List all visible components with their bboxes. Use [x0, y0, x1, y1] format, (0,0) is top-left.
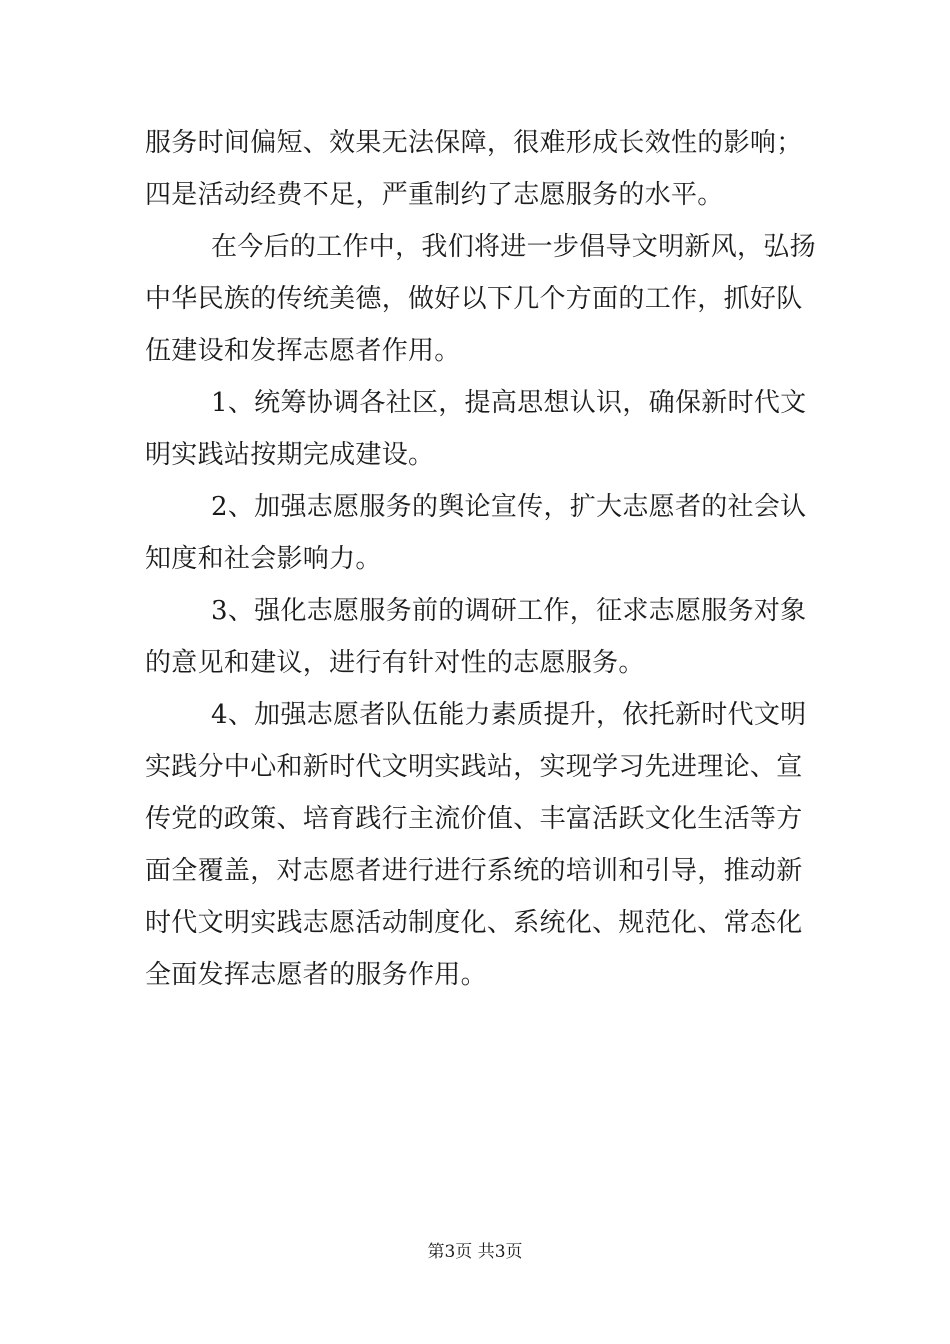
page-number-footer: 第3页 共3页 — [427, 1242, 523, 1262]
document-body — [145, 117, 816, 1001]
list-item-3-line: 3、强化志愿服务前的调研工作，征求志愿服务对象 — [211, 596, 807, 626]
text-line: 全面发挥志愿者的服务作用。 — [145, 960, 487, 990]
text-line: 中华民族的传统美德，做好以下几个方面的工作，抓好队 — [145, 284, 803, 314]
list-item-1-line: 1、统筹协调各社区，提高思想认识，确保新时代文 — [211, 388, 807, 418]
text-line: 服务时间偏短、效果无法保障，很难形成长效性的影响； — [145, 128, 803, 158]
text-line: 四是活动经费不足，严重制约了志愿服务的水平。 — [145, 180, 724, 210]
text-line: 时代文明实践志愿活动制度化、系统化、规范化、常态化 — [145, 908, 803, 938]
text-line: 面全覆盖，对志愿者进行进行系统的培训和引导，推动新 — [145, 856, 803, 886]
list-item-4-line: 4、加强志愿者队伍能力素质提升，依托新时代文明 — [211, 700, 807, 730]
list-item-2-line: 2、加强志愿服务的舆论宣传，扩大志愿者的社会认 — [211, 492, 807, 522]
text-line: 实践分中心和新时代文明实践站，实现学习先进理论、宣 — [145, 752, 803, 782]
text-line: 知度和社会影响力。 — [145, 544, 382, 574]
text-line: 的意见和建议，进行有针对性的志愿服务。 — [145, 648, 645, 678]
text-line: 传党的政策、培育践行主流价值、丰富活跃文化生活等方 — [145, 804, 803, 834]
text-line: 伍建设和发挥志愿者作用。 — [145, 336, 461, 366]
text-line: 明实践站按期完成建设。 — [145, 440, 435, 470]
paragraph-start-line: 在今后的工作中，我们将进一步倡导文明新风，弘扬 — [211, 232, 816, 262]
